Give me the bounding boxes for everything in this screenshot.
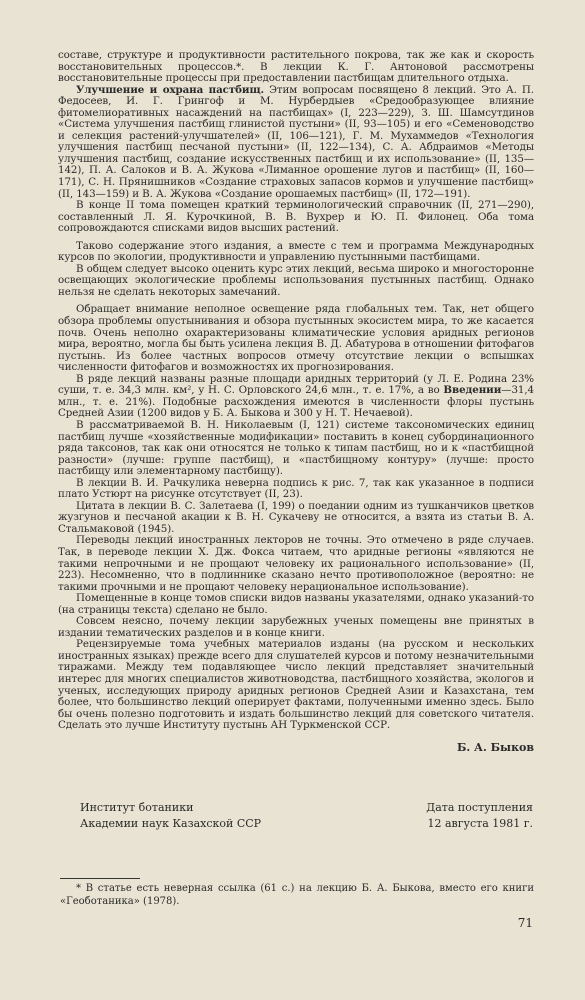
paragraph [58,85,534,200]
paragraph-text: Этим вопросам посвящено 8 лекций. Это А. П. Федосеев, И. Г. Грингоф и М. Нурбердыев «Средообразующее влияние фитомелиоративных насаждений на пастбищах» (I, 223—229), З. Ш. Шамсутдинов «Система улучшения пастбищ глинистой пустыни» (II, 93—105) и его «Семеноводство и селекция растений-улучшателей» (II, 106—121), Г. М. Мухаммедов «Технология улучшения пастбищ песчаной пустыни» (II, 122—134), С. А. Абдраимов «Методы улучшения пастбищ, создание искусственных пастбищ и их использование» (II, 135—142), П. А. Салоков и В. А. Жукова «Лиманное орошение лугов и пастбищ» (II, 160—171), С. Н. Прянишников «Создание страховых запасов кормов и улучшение пастбищ» (II, 143—159) и В. А. Жукова «Создание орошаемых пастбищ» (II, 172—191). [58,83,534,200]
review-body [58,50,534,732]
author-signature: Б. А. Быков [456,741,534,754]
affiliation-line: Институт ботаники [80,801,194,814]
page-number: 71 [517,916,533,930]
received-label: Дата поступления [426,801,533,814]
paragraph: Рецензируемые тома учебных материалов изданы (на русском и нескольких иностранных языках) прежде всего для слушателей курсов и потому незначительными тиражами. Между тем подавляющее число лекций представляет значительный интерес для многих специалистов животноводства, пастбищного хозяйства, экологов и ученых, исследующих природу аридных регионов Средней Азии и Казахстана, тем более, что большинство лекций оперирует фактами, полученными именно здесь. Было бы очень полезно подготовить и издать большинство лекций для советского читателя. Сделать это лучше Институту пустынь АН Туркменской ССР. [58,638,534,732]
affiliation-line: Академии наук Казахской ССР [80,817,262,830]
author-affiliation [80,800,261,832]
received-value: 12 августа 1981 г. [427,817,533,830]
paragraph-text: В ряде лекций названы разные площади аридных территорий (у Л. Е. Родина 23% суши, т. е. 34,3 млн. км², у Н. С. Орловского 24,6 млн., т. е. 17%, а во [58,372,534,397]
paragraph: Помещенные в конце томов списки видов названы указателями, однако указаний-то (на страницы текста) сделано не было. [58,592,534,616]
paragraph: В рассматриваемой В. Н. Николаевым (I, 121) системе таксономических единиц пастбищ лучше «хозяйственные модификации» поставить в конец субординационного ряда таксонов, так как они относятся не только к типам пастбищ, но и к «пастбищной разности» (лучше: группе пастбищ), и «пастбищному контуру» (лучше: просто пастбищу или элементарному пастбищу). [58,418,534,478]
paragraph: Таково содержание этого издания, а вместе с тем и программа Международных курсов по экологии, продуктивности и управлению пустынными пастбищами. [58,239,534,264]
paragraph: Совсем неясно, почему лекции зарубежных ученых помещены вне принятых в издании тематических разделов и в конце книги. [58,615,534,639]
paragraph: В лекции В. И. Рачкулика неверна подпись к рис. 7, так как указанное в подписи плато Устюрт на рисунке отсутствует (II, 23). [58,476,534,501]
paragraph: Цитата в лекции В. С. Залетаева (I, 199) о поедании одним из тушканчиков цветков жузгунов и песчаной акации к В. Н. Сукачеву не относится, а взята из статьи В. А. Стальмаковой (1945). [58,499,534,535]
paragraph-text: —31,4 млн., т. е. 21%). Подобные расхождения имеются в численности флоры пустынь Средней Азии (1200 видов у Б. А. Быкова и 300 у Н. Т. Нечаевой). [58,384,534,420]
footnote: * В статье есть неверная ссылка (61 с.) на лекцию Б. А. Быкова, вместо его книги «Геоботаника» (1978). [60,883,534,907]
paragraph: составе, структуре и продуктивности растительного покрова, так же как и скорость восстановительных процессов.*. В лекции К. Г. Антоновой рассмотрены восстановительные процессы при предоставлении пастбищам длительного отдыха. [58,49,534,85]
footnote-divider [60,878,140,879]
paragraph: В конце II тома помещен краткий терминологический справочник (II, 271—290), составленный Л. Я. Курочкиной, В. В. Вухрер и Ю. П. Филонец. Оба тома сопровождаются списками видов высших растений. [58,199,534,235]
received-date [426,800,533,832]
bold-term: Введении [443,384,502,397]
paragraph: Переводы лекций иностранных лекторов не точны. Это отмечено в ряде случаев. Так, в переводе лекции Х. Дж. Фокса читаем, что аридные регионы «являются не такими непрочными и не прощают человеку их рационального использование» (II, 223). Несомненно, что в подлиннике сказано нечто противоположное (вероятно: не такими прочными и не прощают человеку нерациональное использование). [58,534,534,593]
paragraph: В общем следует высоко оценить курс этих лекций, весьма широко и многосторонне освещающих экологические проблемы использования пустынных пастбищ. Однако нельзя не сделать некоторых замечаний. [58,262,534,298]
paragraph: Обращает внимание неполное освещение ряда глобальных тем. Так, нет общего обзора проблемы опустынивания и обзора пустынных экосистем мира, то же касается почв. Очень неполно охарактеризованы климатические условия аридных регионов мира, вероятно, могла бы быть усилена лекция В. Д. Абатурова в отношении фитофагов пустынь. Из более частных вопросов отмечу отсутствие лекции о вспышках численности фитофагов и возможностях их прогнозирования. [58,303,534,374]
paragraph [58,374,534,420]
section-heading: Улучшение и охрана пастбищ. [76,83,264,96]
